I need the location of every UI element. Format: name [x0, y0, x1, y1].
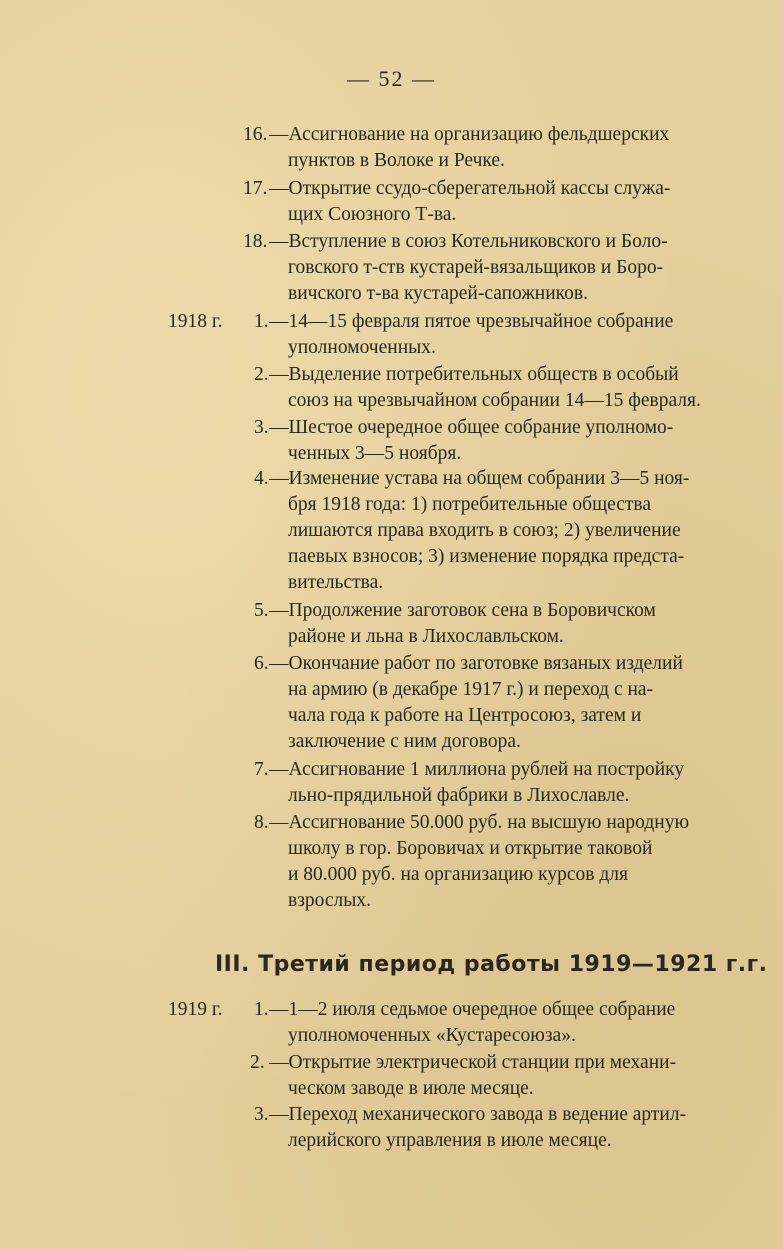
entry-line: —Ассигнование на организацию фельдшерских [269, 124, 670, 145]
entry-18 [0, 229, 783, 307]
entry-17 [0, 176, 783, 228]
entry-number: 6. [254, 653, 269, 674]
entry-number: 5. [254, 600, 269, 621]
entry-number: 1. [254, 999, 269, 1020]
entry-1918-2 [0, 362, 783, 414]
entry-1918-8 [0, 810, 783, 914]
entry-1918-4 [0, 466, 783, 596]
entry-line: уполномоченных «Кустаресоюза». [288, 1025, 576, 1046]
entry-line: вительства. [288, 572, 384, 593]
year-label: 1919 г. [168, 999, 223, 1020]
entry-line: —Переход механического завода в ведение артил- [269, 1104, 687, 1125]
entry-line: взрослых. [288, 890, 372, 911]
page-number: — 52 — [347, 66, 436, 91]
entry-line: —Ассигнование 50.000 руб. на высшую народную [269, 812, 690, 833]
entry-number: 8. [254, 812, 269, 833]
entry-line: —Открытие ссудо-сберегательной кассы служа- [269, 178, 671, 199]
entry-number: 2. [254, 364, 269, 385]
entry-line: —1—2 июля седьмое очередное общее собрание [269, 999, 676, 1020]
entry-line: —Открытие электрической станции при механи- [269, 1052, 677, 1073]
entry-line: чала года к работе на Центросоюз, затем и [288, 705, 642, 726]
entry-line: лишаются права входить в союз; 2) увеличение [288, 520, 681, 541]
entry-line: —Шестое очередное общее собрание уполномо- [269, 417, 674, 438]
entry-1918-6 [0, 651, 783, 755]
entry-line: паевых взносов; 3) изменение порядка предста- [288, 546, 685, 567]
entry-line: —Продолжение заготовок сена в Боровичском [269, 600, 656, 621]
entry-line: пунктов в Волоке и Речке. [288, 150, 505, 171]
entry-1918-7 [0, 757, 783, 809]
entry-line: щих Союзного Т-ва. [288, 204, 457, 225]
entry-number: 7. [254, 759, 269, 780]
entry-number: 18. [243, 231, 268, 252]
entry-line: вичского т-ва кустарей-сапожников. [288, 283, 588, 304]
entry-line: заключение с ним договора. [288, 731, 521, 752]
entry-1919-2 [0, 1050, 783, 1102]
entry-number: 17. [243, 178, 268, 199]
entry-line: союз на чрезвычайном собрании 14—15 февраля. [288, 390, 701, 411]
entry-line: льно-прядильной фабрики в Лихославле. [288, 785, 630, 806]
entry-line: бря 1918 года: 1) потребительные общества [288, 494, 652, 515]
entry-16 [0, 122, 783, 174]
entry-line: —Выделение потребительных обществ в особый [269, 364, 679, 385]
entry-number: 16. [243, 124, 268, 145]
entry-number: 3. [254, 417, 269, 438]
entry-line: —Окончание работ по заготовке вязаных изделий [269, 653, 683, 674]
entry-line: и 80.000 руб. на организацию курсов для [288, 864, 628, 885]
entry-line: лерийского управления в июле месяце. [288, 1130, 612, 1151]
entry-line: —Изменение устава на общем собрании 3—5 ноя- [269, 468, 690, 489]
entry-line: районе и льна в Лихославльском. [288, 626, 564, 647]
entry-line: —14—15 февраля пятое чрезвычайное собрание [269, 311, 674, 332]
entry-number: 3. [254, 1104, 269, 1125]
entry-line: на армию (в декабре 1917 г.) и переход с на- [288, 679, 654, 700]
entry-line: уполномоченных. [288, 337, 436, 358]
entry-line: ченных 3—5 ноября. [288, 443, 462, 464]
entry-number: 1. [254, 311, 269, 332]
entry-1918-3 [0, 415, 783, 467]
entry-number: 4. [254, 468, 269, 489]
entry-line: школу в гор. Боровичах и открытие таковой [288, 838, 653, 859]
entry-line: ческом заводе в июле месяце. [288, 1078, 534, 1099]
entry-1919-3 [0, 1102, 783, 1154]
year-label: 1918 г. [168, 311, 223, 332]
entry-1918-1 [0, 309, 783, 361]
entry-number: 2. [250, 1052, 265, 1073]
entry-1919-1 [0, 997, 783, 1049]
section-heading: III. Третий период работы 1919—1921 г.г. [215, 952, 768, 977]
entry-line: говского т-ств кустарей-вязальщиков и Боро- [288, 257, 664, 278]
entry-line: —Ассигнование 1 миллиона рублей на постройку [269, 759, 685, 780]
entry-1918-5 [0, 598, 783, 650]
entry-line: —Вступление в союз Котельниковского и Боло- [269, 231, 668, 252]
